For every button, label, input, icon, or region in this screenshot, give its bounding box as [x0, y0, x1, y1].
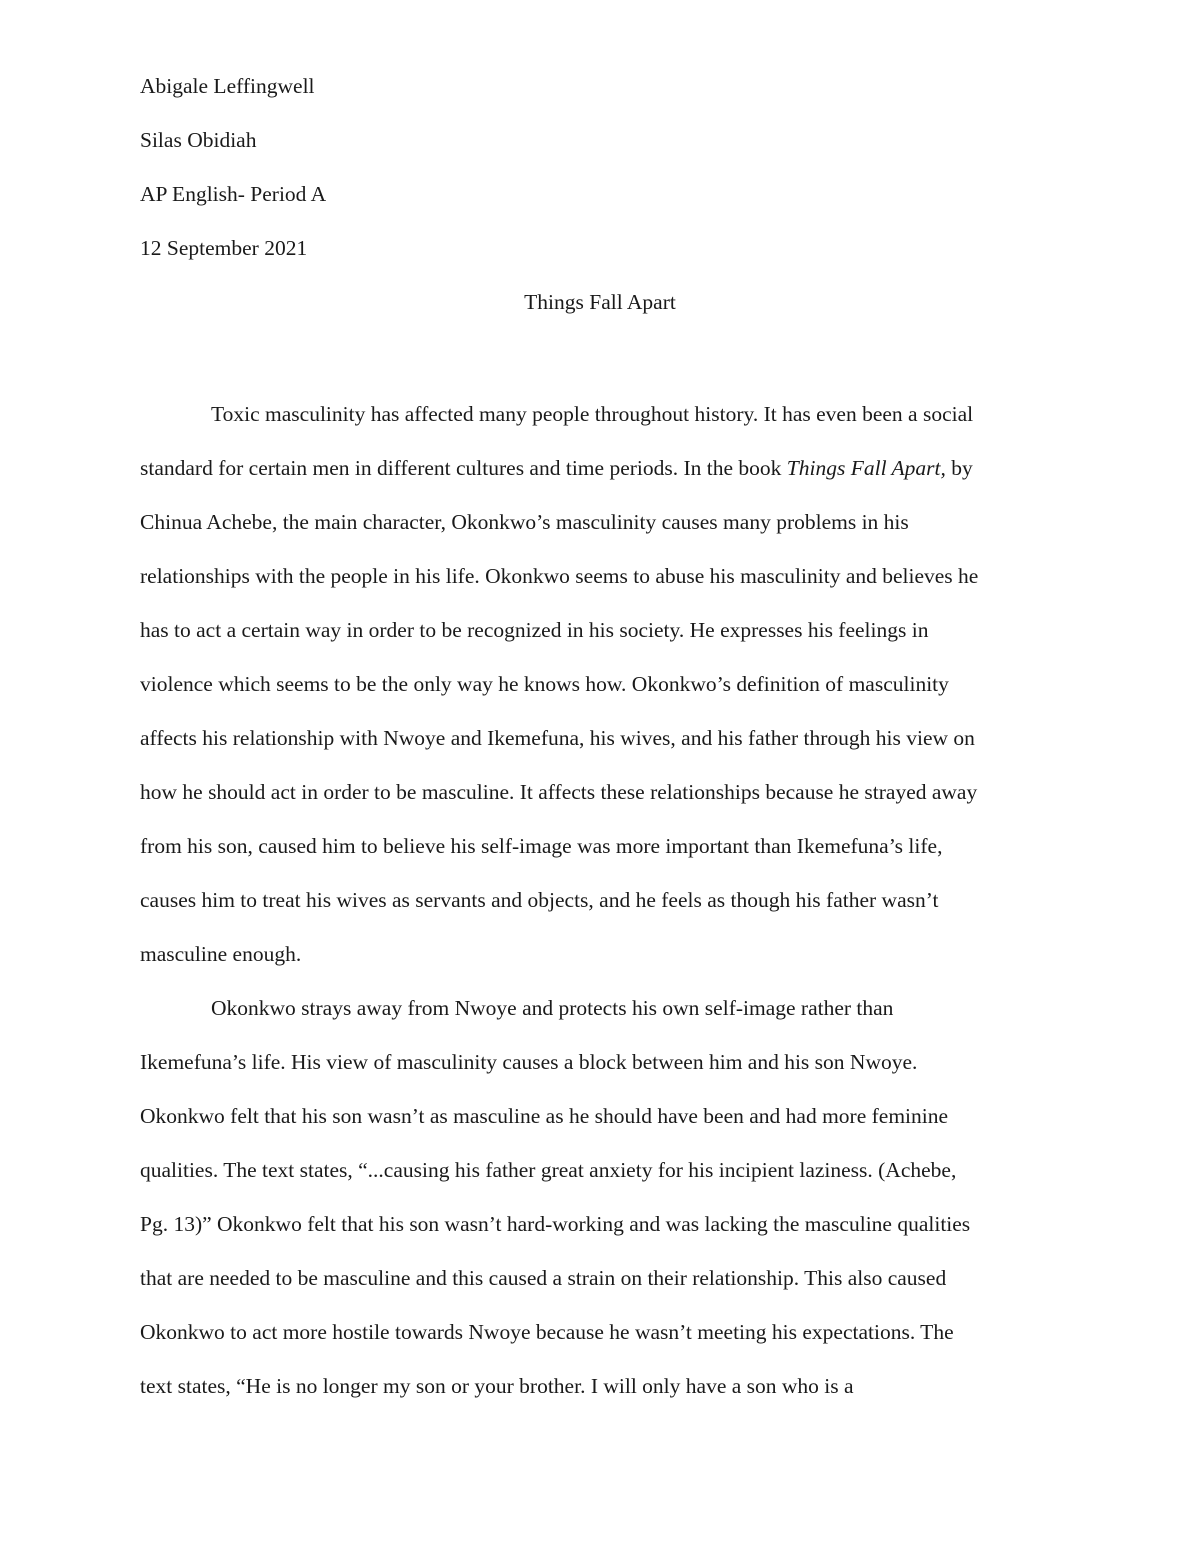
- paragraph-1-line-2-end: by: [945, 456, 973, 480]
- course-name: AP English- Period A: [140, 182, 327, 206]
- paragraph-2-line-8: text states, “He is no longer my son or your brother. I will only have a son who is a: [140, 1374, 854, 1398]
- paragraph-2-line-1: Okonkwo strays away from Nwoye and protects his own self-image rather than: [211, 996, 894, 1020]
- paragraph-1-line-1: Toxic masculinity has affected many people throughout history. It has even been a social: [211, 402, 974, 426]
- paragraph-2-line-7: Okonkwo to act more hostile towards Nwoye because he wasn’t meeting his expectations. The: [140, 1320, 954, 1344]
- essay-title: Things Fall Apart: [524, 290, 676, 314]
- paragraph-1-line-2: [140, 454, 973, 482]
- paragraph-1-line-6: violence which seems to be the only way he knows how. Okonkwo’s definition of masculinity: [140, 672, 949, 696]
- teacher-name: Silas Obidiah: [140, 128, 257, 152]
- paragraph-1-line-10: causes him to treat his wives as servants and objects, and he feels as though his father wasn’t: [140, 888, 939, 912]
- paragraph-1-line-3: Chinua Achebe, the main character, Okonkwo’s masculinity causes many problems in his: [140, 510, 909, 534]
- paragraph-1-line-5: has to act a certain way in order to be recognized in his society. He expresses his feelings in: [140, 618, 929, 642]
- paragraph-1-line-2-text: standard for certain men in different cultures and time periods. In the book: [140, 456, 787, 480]
- student-name: Abigale Leffingwell: [140, 74, 315, 98]
- paragraph-1-line-11: masculine enough.: [140, 942, 302, 966]
- paragraph-2-line-3: Okonkwo felt that his son wasn’t as masculine as he should have been and had more feminine: [140, 1104, 949, 1128]
- paragraph-1-line-9: from his son, caused him to believe his self-image was more important than Ikemefuna’s life,: [140, 834, 943, 858]
- paragraph-1-line-7: affects his relationship with Nwoye and Ikemefuna, his wives, and his father through his view on: [140, 726, 975, 750]
- paragraph-1-line-4: relationships with the people in his life. Okonkwo seems to abuse his masculinity and believes he: [140, 564, 979, 588]
- book-title-italic: Things Fall Apart,: [786, 456, 946, 480]
- paragraph-2-line-4: qualities. The text states, “...causing his father great anxiety for his incipient laziness. (Achebe,: [140, 1158, 957, 1182]
- paragraph-2-line-5: Pg. 13)” Okonkwo felt that his son wasn’t hard-working and was lacking the masculine qualities: [140, 1212, 971, 1236]
- paragraph-2-line-6: that are needed to be masculine and this caused a strain on their relationship. This also caused: [140, 1266, 947, 1290]
- paragraph-1-line-8: how he should act in order to be masculine. It affects these relationships because he strayed away: [140, 780, 978, 804]
- paragraph-2-line-2: Ikemefuna’s life. His view of masculinity causes a block between him and his son Nwoye.: [140, 1050, 918, 1074]
- essay-date: 12 September 2021: [140, 236, 308, 260]
